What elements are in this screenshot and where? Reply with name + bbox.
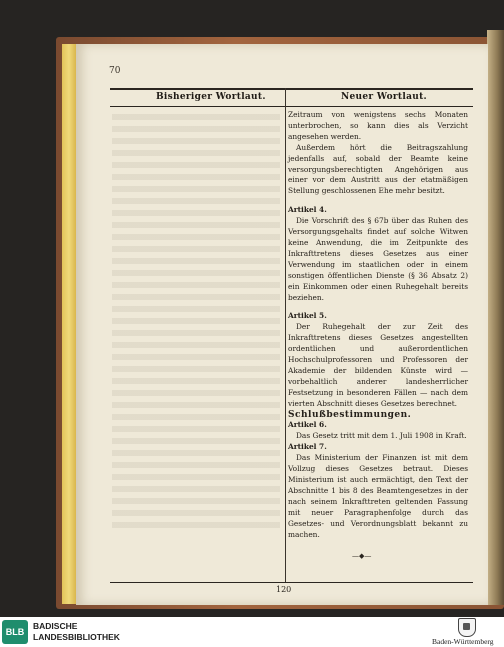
library-name[interactable] [33,621,120,643]
paragraph: Das Ministerium der Finanzen ist mit dem Vollzug dieses Gesetzes betraut. Dieses Ministerium ist auch ermächtigt, den Text der Abschnitte 1 bis 8 des Beamtengesetzes in der nach seinem Inkrafttreten geltenden Fassung mit neuer Paragraphenfolge durch das Gesetzes- und Verordnungsblatt bekannt zu machen. [288,453,468,539]
bleed-through-text [112,114,280,534]
column-divider [285,88,286,582]
library-name-line2: LANDESBIBLIOTHEK [33,632,120,642]
paragraph: Zeitraum von wenigstens sechs Monaten unterbrochen, so kann dies als Verzicht angesehen werden. [288,110,468,141]
blb-logo-icon[interactable]: BLB [2,620,28,644]
right-column-text [288,110,468,540]
book-page [76,44,488,605]
paragraph: Außerdem hört die Beitragszahlung jedenfalls auf, sobald der Beamte keine versorgungsberechtigten Angehörigen aus einer vor dem Austritt aus der etatmäßigen Stellung geschlossenen Ehe mehr besitzt. [288,142,468,196]
paragraph: Die Vorschrift des § 67b über das Ruhen des Versorgungsgehalts findet auf solche Witwen keine Anwendung, die im Zeitpunkte des Inkrafttretens dieses Gesetzes aus einer Verwendung im staatlichen oder in einem sonstigen öffentlichen Dienste (§ 36 Absatz 2) ein Einkommen oder einen Ruhegehalt bereits beziehen. [288,216,468,302]
footer-bar [0,617,504,647]
page-stack-edge [487,30,504,605]
state-crest-icon[interactable] [458,618,476,637]
header-rule-bottom [110,106,473,107]
gilt-spine-strip [62,44,76,604]
left-column-header: Bisheriger Wortlaut. [156,92,266,102]
paragraph: Der Ruhegehalt der zur Zeit des Inkrafttretens dieses Gesetzes angestellten ordentlichen und außerordentlichen Hochschulprofessoren und Professoren der Akademie der bildenden Künste wird — vorbehaltlich anderer landesherrlicher Festsetzung in besonderen Fällen — nach dem vierten Abschnitt dieses Gesetzes berechnet. [288,322,468,408]
right-column-header: Neuer Wortlaut. [341,92,427,102]
article-heading: Artikel 7. [288,442,327,452]
article-heading: Artikel 4. [288,205,327,215]
state-name: Baden-Württemberg [432,637,494,646]
header-rule-top [110,88,473,90]
bottom-rule [110,582,473,583]
footer-number: 120 [276,585,292,594]
page-number: 70 [109,66,121,76]
library-name-line1: BADISCHE [33,621,78,631]
section-title: Schlußbestimmungen. [288,409,412,420]
article-heading: Artikel 5. [288,311,327,321]
article-heading: Artikel 6. [288,420,327,430]
paragraph: Das Gesetz tritt mit dem 1. Juli 1908 in Kraft. [296,431,467,441]
end-ornament: —◆— [352,552,372,560]
